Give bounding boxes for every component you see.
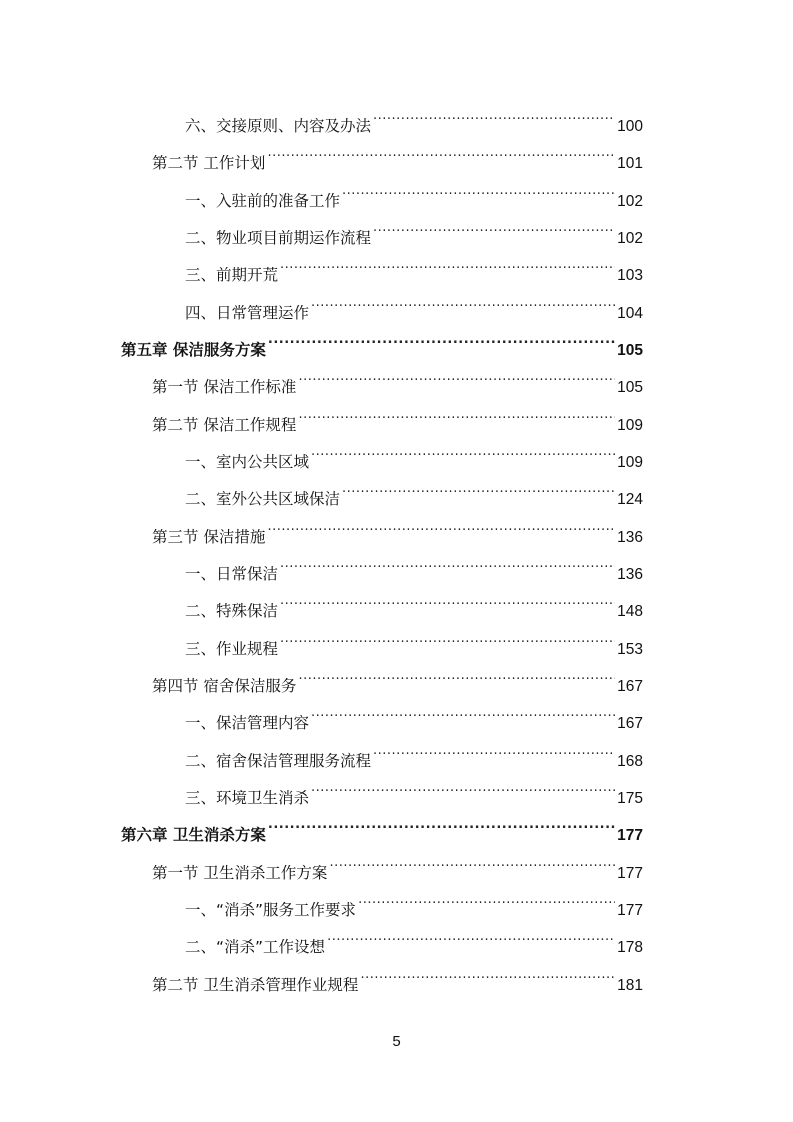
toc-entry[interactable] — [185, 930, 643, 956]
toc-entry-title: 第六章 卫生消杀方案 — [121, 826, 266, 844]
toc-entry-title: 二、特殊保洁 — [185, 602, 279, 620]
toc-entry-page: 102 — [617, 230, 643, 247]
toc-entry[interactable] — [152, 669, 643, 695]
toc-entry-page: 175 — [617, 790, 643, 807]
toc-entry[interactable] — [185, 632, 643, 658]
toc-entry-title: 第一节 保洁工作标准 — [152, 378, 297, 396]
page-number: 5 — [392, 1033, 401, 1050]
toc-entry-page: 109 — [617, 417, 643, 434]
dot-leader — [373, 109, 615, 131]
toc-entry-page: 177 — [617, 827, 643, 844]
toc-entry-title: 第四节 宿舍保洁服务 — [152, 677, 297, 695]
toc-entry-page: 181 — [617, 977, 643, 994]
toc-entry-title: 六、交接原则、内容及办法 — [185, 117, 372, 135]
toc-entry-page: 101 — [617, 155, 643, 172]
toc-entry-title: 第三节 保洁措施 — [152, 528, 266, 546]
toc-entry[interactable] — [185, 221, 643, 247]
dot-leader — [280, 594, 615, 616]
toc-entry[interactable] — [185, 445, 643, 471]
dot-leader — [280, 557, 615, 579]
toc-entry-title: 二、室外公共区域保洁 — [185, 490, 341, 508]
dot-leader — [268, 818, 615, 840]
toc-entry-page: 168 — [617, 753, 643, 770]
toc-entry-page: 136 — [617, 566, 643, 583]
toc-entry-title: 二、宿舍保洁管理服务流程 — [185, 752, 372, 770]
dot-leader — [267, 146, 615, 168]
dot-leader — [342, 482, 615, 504]
toc-entry[interactable] — [185, 744, 643, 770]
toc-entry-title: 一、入驻前的准备工作 — [185, 192, 341, 210]
toc-entry-title: 一、保洁管理内容 — [185, 714, 310, 732]
dot-leader — [298, 408, 615, 430]
toc-entry[interactable] — [152, 370, 643, 396]
toc-entry-page: 167 — [617, 678, 643, 695]
dot-leader — [268, 333, 615, 355]
dot-leader — [298, 669, 615, 691]
toc-entry[interactable] — [185, 482, 643, 508]
toc-entry-page: 177 — [617, 902, 643, 919]
dot-leader — [360, 968, 615, 990]
toc-entry-page: 167 — [617, 715, 643, 732]
toc-entry[interactable] — [185, 557, 643, 583]
toc-entry[interactable] — [152, 408, 643, 434]
dot-leader — [358, 893, 615, 915]
toc-entry[interactable] — [152, 520, 643, 546]
toc-entry-title: 三、作业规程 — [185, 640, 279, 658]
dot-leader — [311, 296, 615, 318]
dot-leader — [342, 184, 615, 206]
toc-entry-page: 104 — [617, 305, 643, 322]
toc-entry-title: 三、环境卫生消杀 — [185, 789, 310, 807]
toc-entry-title: 四、日常管理运作 — [185, 304, 310, 322]
dot-leader — [311, 706, 615, 728]
toc-entry[interactable] — [185, 706, 643, 732]
toc-entry-page: 105 — [617, 342, 643, 359]
toc-entry-title: 一、“消杀”服务工作要求 — [185, 901, 357, 919]
toc-entry-title: 二、“消杀”工作设想 — [185, 938, 326, 956]
toc-entry[interactable] — [152, 968, 643, 994]
dot-leader — [373, 221, 615, 243]
toc-entry-title: 第二节 卫生消杀管理作业规程 — [152, 976, 359, 994]
toc-entry[interactable] — [185, 893, 643, 919]
dot-leader — [298, 370, 615, 392]
dot-leader — [327, 930, 615, 952]
toc-entry-page: 105 — [617, 379, 643, 396]
toc-entry-page: 103 — [617, 267, 643, 284]
toc-entry[interactable] — [185, 258, 643, 284]
toc-chapter-entry[interactable] — [121, 333, 643, 359]
toc-entry-page: 124 — [617, 491, 643, 508]
toc-entry[interactable] — [185, 594, 643, 620]
dot-leader — [329, 856, 615, 878]
toc-entry-title: 二、物业项目前期运作流程 — [185, 229, 372, 247]
toc-entry-page: 153 — [617, 641, 643, 658]
dot-leader — [373, 744, 615, 766]
toc-entry-title: 第一节 卫生消杀工作方案 — [152, 864, 328, 882]
dot-leader — [280, 258, 615, 280]
toc-chapter-entry[interactable] — [121, 818, 643, 844]
dot-leader — [311, 445, 615, 467]
toc-entry-page: 177 — [617, 865, 643, 882]
toc-entry-title: 第二节 工作计划 — [152, 154, 266, 172]
dot-leader — [267, 520, 615, 542]
toc-entry-page: 148 — [617, 603, 643, 620]
toc-entry-page: 109 — [617, 454, 643, 471]
toc-entry-title: 一、日常保洁 — [185, 565, 279, 583]
toc-entry-page: 102 — [617, 193, 643, 210]
toc-entry[interactable] — [185, 184, 643, 210]
toc-entry[interactable] — [185, 296, 643, 322]
toc-entry[interactable] — [185, 781, 643, 807]
toc-entry[interactable] — [152, 856, 643, 882]
toc-entry[interactable] — [152, 146, 643, 172]
toc-entry-title: 第二节 保洁工作规程 — [152, 416, 297, 434]
dot-leader — [311, 781, 615, 803]
toc-entry-title: 第五章 保洁服务方案 — [121, 341, 266, 359]
toc-entry[interactable] — [185, 109, 643, 135]
toc-entry-page: 136 — [617, 529, 643, 546]
toc-entry-page: 178 — [617, 939, 643, 956]
toc-entry-title: 三、前期开荒 — [185, 266, 279, 284]
toc-entry-page: 100 — [617, 118, 643, 135]
toc-entry-title: 一、室内公共区域 — [185, 453, 310, 471]
dot-leader — [280, 632, 615, 654]
